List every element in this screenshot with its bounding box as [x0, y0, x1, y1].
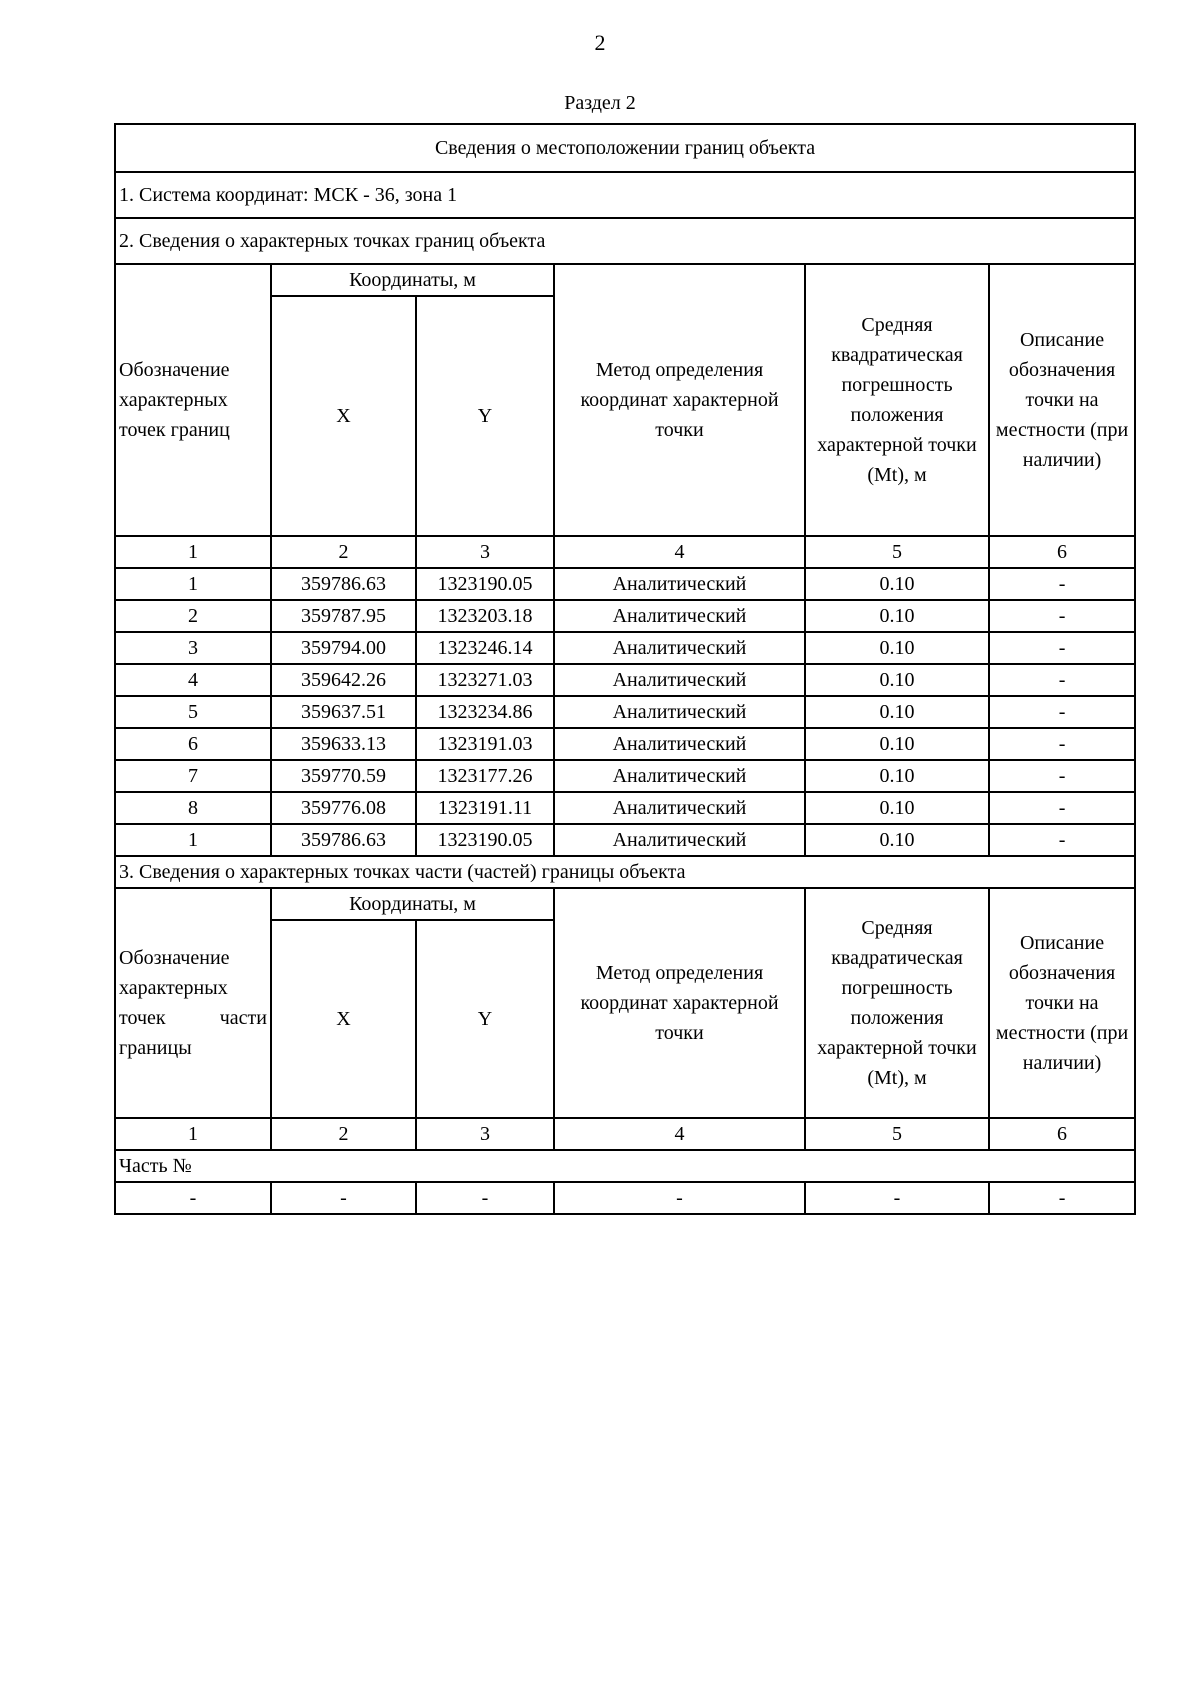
part-label: Часть №	[115, 1150, 1135, 1182]
point-x: 359786.63	[271, 824, 416, 856]
point-x: 359637.51	[271, 696, 416, 728]
table-row	[115, 824, 1135, 856]
table-row	[115, 1182, 1135, 1214]
point-y: 1323203.18	[416, 600, 554, 632]
table-row	[115, 664, 1135, 696]
point-desc: -	[989, 824, 1135, 856]
column-number: 4	[554, 536, 805, 568]
part-cell: -	[115, 1182, 271, 1214]
point-x: 359787.95	[271, 600, 416, 632]
point-id: 2	[115, 600, 271, 632]
table-row	[115, 728, 1135, 760]
point-x: 359776.08	[271, 792, 416, 824]
point-y: 1323191.11	[416, 792, 554, 824]
part2-title: 2. Сведения о характерных точках границ объекта	[115, 218, 1135, 264]
point-mt: 0.10	[805, 664, 989, 696]
header-coordinates-part: Координаты, м	[271, 888, 554, 920]
point-mt: 0.10	[805, 792, 989, 824]
point-id: 1	[115, 824, 271, 856]
part-cell: -	[416, 1182, 554, 1214]
column-number: 6	[989, 1118, 1135, 1150]
point-mt: 0.10	[805, 632, 989, 664]
header-error-part: Средняя квадратическая погрешность положения характерной точки (Mt), м	[805, 888, 989, 1118]
point-id: 7	[115, 760, 271, 792]
point-desc: -	[989, 696, 1135, 728]
column-numbers-row	[115, 1118, 1135, 1150]
column-number: 5	[805, 536, 989, 568]
header-error: Средняя квадратическая погрешность положения характерной точки (Mt), м	[805, 264, 989, 536]
point-method: Аналитический	[554, 568, 805, 600]
point-desc: -	[989, 728, 1135, 760]
column-number: 4	[554, 1118, 805, 1150]
point-method: Аналитический	[554, 728, 805, 760]
point-method: Аналитический	[554, 792, 805, 824]
table-row	[115, 696, 1135, 728]
point-mt: 0.10	[805, 760, 989, 792]
point-y: 1323191.03	[416, 728, 554, 760]
point-x: 359642.26	[271, 664, 416, 696]
point-id: 1	[115, 568, 271, 600]
point-y: 1323177.26	[416, 760, 554, 792]
column-number: 3	[416, 536, 554, 568]
part-cell: -	[271, 1182, 416, 1214]
point-method: Аналитический	[554, 664, 805, 696]
header-y-part: Y	[416, 920, 554, 1118]
point-x: 359770.59	[271, 760, 416, 792]
point-x: 359794.00	[271, 632, 416, 664]
table-row	[115, 632, 1135, 664]
coordinate-system: 1. Система координат: МСК - 36, зона 1	[115, 172, 1135, 218]
header-description-part: Описание обозначения точки на местности (при наличии)	[989, 888, 1135, 1118]
table-row	[115, 568, 1135, 600]
column-number: 2	[271, 536, 416, 568]
column-number: 6	[989, 536, 1135, 568]
point-id: 3	[115, 632, 271, 664]
point-method: Аналитический	[554, 600, 805, 632]
point-desc: -	[989, 664, 1135, 696]
point-x: 359786.63	[271, 568, 416, 600]
column-number: 5	[805, 1118, 989, 1150]
point-method: Аналитический	[554, 760, 805, 792]
column-number: 1	[115, 1118, 271, 1150]
point-desc: -	[989, 568, 1135, 600]
point-id: 8	[115, 792, 271, 824]
point-mt: 0.10	[805, 696, 989, 728]
column-number: 2	[271, 1118, 416, 1150]
header-method-part: Метод определения координат характерной точки	[554, 888, 805, 1118]
point-id: 6	[115, 728, 271, 760]
part-cell: -	[554, 1182, 805, 1214]
header-x: X	[271, 296, 416, 536]
point-id: 4	[115, 664, 271, 696]
part3-title: 3. Сведения о характерных точках части (частей) границы объекта	[115, 856, 1135, 888]
header-x-part: X	[271, 920, 416, 1118]
part-cell: -	[805, 1182, 989, 1214]
header-method: Метод определения координат характерной точки	[554, 264, 805, 536]
header-description: Описание обозначения точки на местности (при наличии)	[989, 264, 1135, 536]
column-number: 1	[115, 536, 271, 568]
part-cell: -	[989, 1182, 1135, 1214]
point-id: 5	[115, 696, 271, 728]
header-designation: Обозначение характерных точек границ	[115, 264, 271, 536]
point-y: 1323246.14	[416, 632, 554, 664]
point-mt: 0.10	[805, 568, 989, 600]
header-coordinates: Координаты, м	[271, 264, 554, 296]
point-method: Аналитический	[554, 696, 805, 728]
point-y: 1323190.05	[416, 824, 554, 856]
point-y: 1323234.86	[416, 696, 554, 728]
table-row	[115, 760, 1135, 792]
point-desc: -	[989, 792, 1135, 824]
point-y: 1323190.05	[416, 568, 554, 600]
point-desc: -	[989, 632, 1135, 664]
point-method: Аналитический	[554, 632, 805, 664]
header-designation-part: Обозначение характерных точек части границы	[115, 888, 271, 1118]
point-y: 1323271.03	[416, 664, 554, 696]
section-title: Раздел 2	[564, 92, 636, 114]
header-y: Y	[416, 296, 554, 536]
boundary-table	[114, 123, 1136, 1215]
point-mt: 0.10	[805, 728, 989, 760]
point-mt: 0.10	[805, 824, 989, 856]
point-method: Аналитический	[554, 824, 805, 856]
point-x: 359633.13	[271, 728, 416, 760]
column-numbers-row	[115, 536, 1135, 568]
table-title: Сведения о местоположении границ объекта	[115, 124, 1135, 172]
page-number: 2	[594, 30, 606, 55]
point-desc: -	[989, 760, 1135, 792]
table-row	[115, 600, 1135, 632]
point-desc: -	[989, 600, 1135, 632]
column-number: 3	[416, 1118, 554, 1150]
table-row	[115, 792, 1135, 824]
point-mt: 0.10	[805, 600, 989, 632]
